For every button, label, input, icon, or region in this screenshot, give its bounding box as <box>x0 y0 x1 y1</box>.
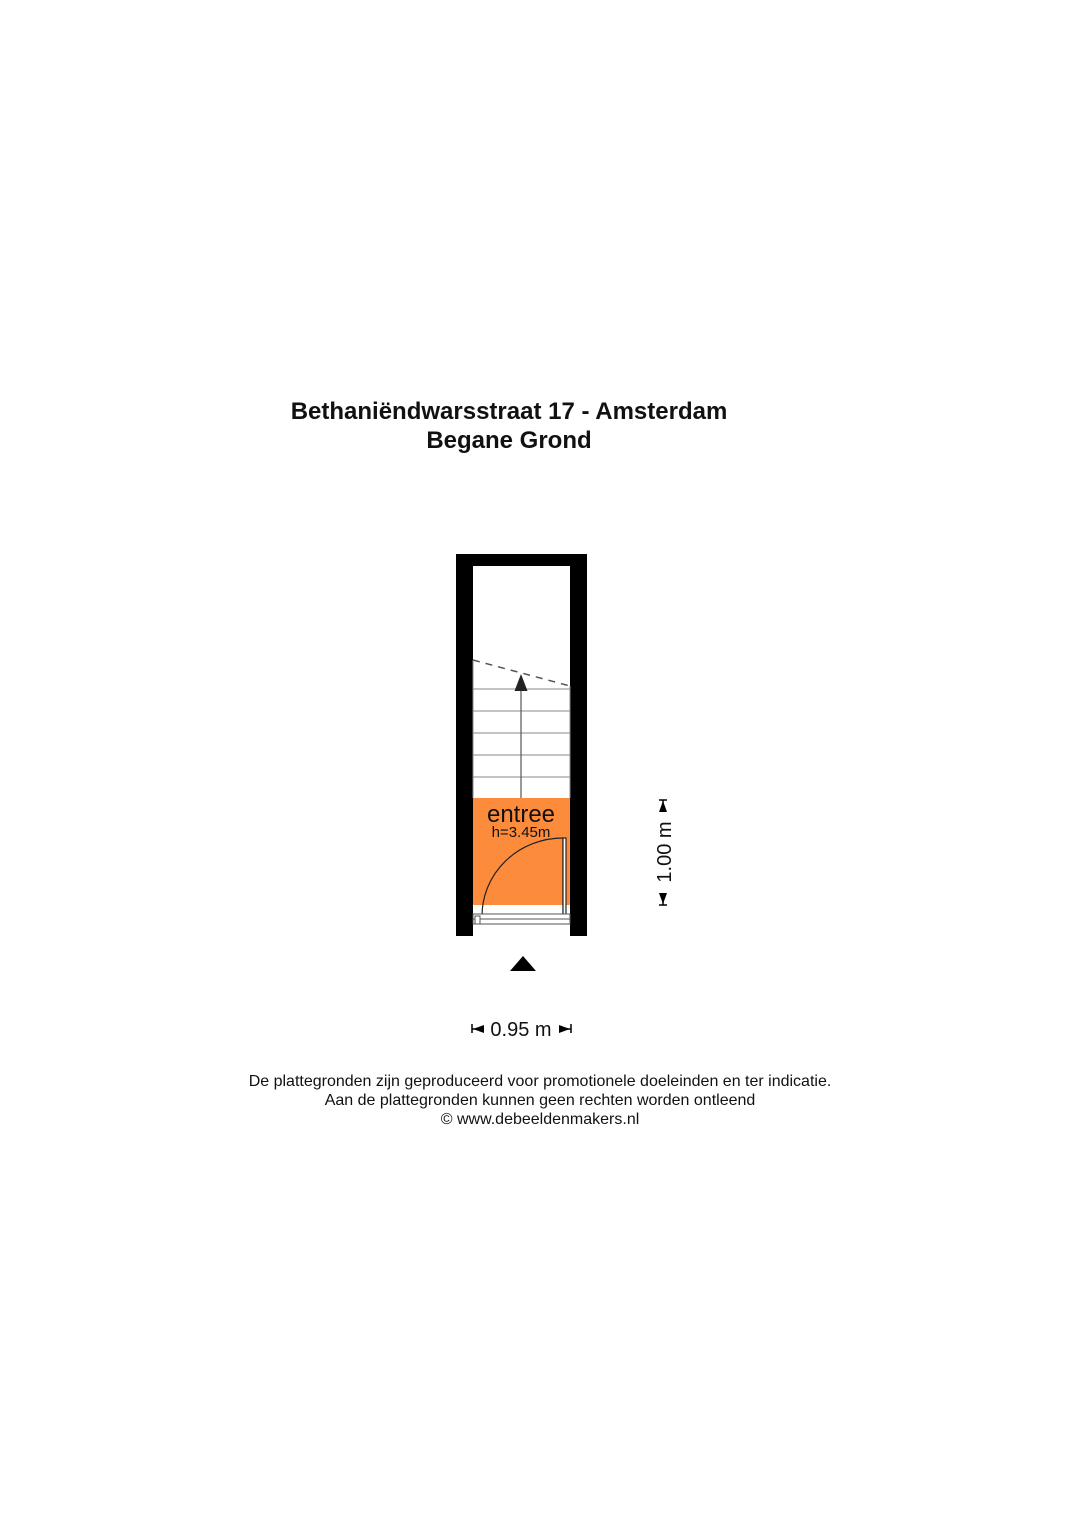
width-arrow-right <box>559 1025 570 1033</box>
depth-label: 1.00 m <box>654 821 676 883</box>
disclaimer-copyright: © www.debeeldenmakers.nl <box>440 1111 640 1128</box>
door-threshold <box>473 914 570 924</box>
disclaimer-line-2: Aan de plattegronden kunnen geen rechten worden ontleend <box>324 1092 756 1109</box>
wall-right <box>570 554 587 936</box>
width-label: 0.95 m <box>490 1019 552 1041</box>
width-arrow-left <box>473 1025 484 1033</box>
wall-top <box>456 554 587 566</box>
wall-left <box>456 554 473 936</box>
plan-title: Bethaniëndwarsstraat 17 - Amsterdam <box>290 398 728 425</box>
stair-direction-arrow-icon <box>515 674 528 691</box>
floor-name: Begane Grond <box>426 427 592 454</box>
room-height: h=3.45m <box>491 824 551 841</box>
depth-arrow-top <box>659 801 667 812</box>
entrance-arrow-icon <box>510 956 536 971</box>
room-name: entree <box>486 801 556 828</box>
disclaimer-line-1: De plattegronden zijn geproduceerd voor promotionele doeleinden en ter indicatie. <box>248 1073 832 1090</box>
depth-arrow-bottom <box>659 893 667 904</box>
